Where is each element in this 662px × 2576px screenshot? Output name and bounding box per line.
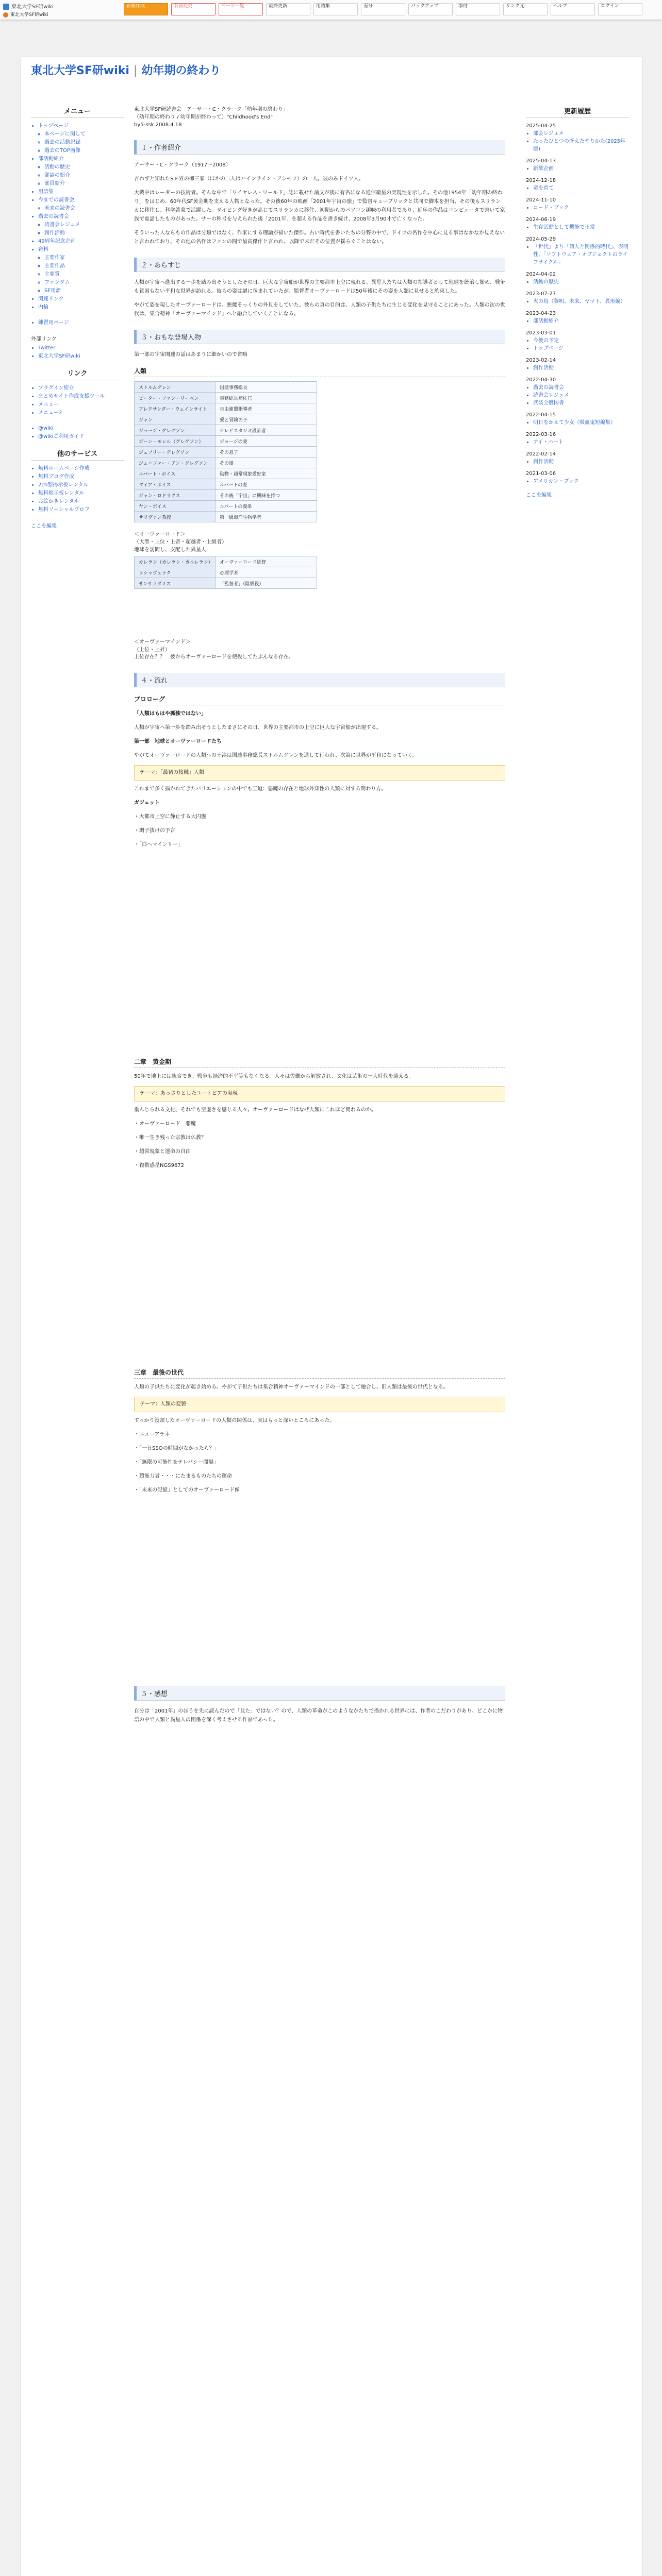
history-date: 2022-04-15 <box>526 412 556 418</box>
site-name[interactable]: 東北大学SF研wiki <box>31 64 129 77</box>
character-role: ルパートの妻 <box>216 479 317 490</box>
history-item[interactable]: • 火の鳥（黎明、未来、ヤマト、異形編） <box>533 298 629 306</box>
overlord-sub: 地球を訪問し、支配した異星人 <box>134 547 206 553</box>
paragraph: 第一部の宇宙関連の話はあまりに細かいので省略 <box>134 352 247 358</box>
history-list <box>526 317 629 325</box>
character-role: ルパートの義弟 <box>216 501 317 512</box>
section-heading: ５・感想 <box>134 1686 505 1701</box>
history-date: 2023-02-14 <box>526 358 556 363</box>
history-item[interactable]: • アメリカン・ブック <box>533 478 629 485</box>
history-list <box>526 243 629 266</box>
history-date: 2024-12-18 <box>526 178 556 183</box>
menu-item[interactable]: ◦ 主要賞 <box>44 270 124 279</box>
other-service-list <box>31 465 124 514</box>
external-link[interactable]: • 東北大学SF研wiki <box>38 352 124 361</box>
character-role: ジョージの妻 <box>216 436 317 447</box>
subheading: 三章 最後の世代 <box>134 1368 505 1379</box>
table-row <box>135 512 317 522</box>
history-date: 2023-07-27 <box>526 291 556 297</box>
toolbar-button[interactable]: 用語集 <box>313 3 358 15</box>
history-item[interactable]: • 創作活動 <box>533 458 629 466</box>
wiki-link[interactable]: • @wikiご利用ガイド <box>38 433 124 441</box>
history-date: 2025-04-25 <box>526 123 556 129</box>
subheading: 二章 黄金期 <box>134 1057 505 1068</box>
character-name: ルパート・ボイス <box>135 468 216 479</box>
subheading: プロローグ <box>134 694 505 705</box>
character-name: ストルムグレン <box>135 382 216 393</box>
overlord-note: （大型・上位・上帝・超越者・上級者） <box>134 539 227 545</box>
history-item[interactable]: • 読書会レジュメ <box>533 392 629 399</box>
menu-item[interactable]: ◦ ファンダム <box>44 279 124 287</box>
menu-item[interactable]: ◦ 読書会レジュメ <box>44 221 124 229</box>
character-name: サンサラダミス <box>135 578 216 589</box>
table-row <box>135 414 317 425</box>
overmind-note: （上位・上昇） <box>134 647 170 653</box>
page-title: 東北大学SF研wiki | 幼年期の終わり <box>31 64 221 77</box>
gadget-item: ・唯一生き残った宗教は仏教？ <box>134 1135 206 1141</box>
menu-item[interactable]: • 今までの読書会 <box>38 196 124 205</box>
page-meta <box>134 106 505 129</box>
link-heading: リンク <box>31 368 124 380</box>
paragraph: 大戦中はレーダーの技術者。そんな中で「ワイヤレス・ワールド」誌に載せた論文が後に有名になる通信衛星の実現性を示した。その他1954年「幼年期の終わり」をはじめ、60年代SF黄金期を支える人物となった。その後60年の映画「2001年宇宙の旅」で監督キューブリックと共同で脚本を担当、その後もスリランカに移住し、科学啓蒙で活躍した。ダイビング好きが高じてスリランカに移住、初期からのパソコン趣味の利用者であり、近年の作品はコンピュータで書いて家族で電話したものがあった。サーの称号を与えられた後「2001年」を超える作品を書き続け、2008年3月90才で亡くなった。 <box>134 190 505 222</box>
wiki-list <box>31 425 124 441</box>
brand-link[interactable]: 東北大学SF研wiki <box>3 11 48 18</box>
gadget-item: ・大都市上空に静止する大円盤 <box>134 814 206 820</box>
paragraph: やがてオーヴァーロードの人類への干渉は国連事務総長ストルムグレンを通して行われ、次第に世界が平和になっていく。 <box>134 753 418 758</box>
history-list <box>526 278 629 286</box>
left-edit-link[interactable]: ここを編集 <box>31 523 57 529</box>
character-name: サリヴァン教授 <box>135 512 216 522</box>
left-sidebar <box>31 106 124 529</box>
toolbar-button[interactable]: 添付 <box>456 3 500 15</box>
history-list <box>526 458 629 466</box>
menu-item[interactable]: ◦ 創作活動 <box>44 229 124 238</box>
history-heading: 更新履歴 <box>526 106 629 118</box>
history-item[interactable]: • 武装全般図書 <box>533 399 629 407</box>
character-name: カレラン（カレラン・カルレラン） <box>135 556 216 567</box>
meta-line: （幼年期の終わり / 幼年期が終わって）"Childhood's End" <box>134 114 273 120</box>
table-row <box>135 556 317 567</box>
menu-item[interactable]: • 関連リンク <box>38 295 124 303</box>
practice-link[interactable]: • 練習用ページ <box>38 319 124 327</box>
character-role: 国連事務総長 <box>216 382 317 393</box>
history-list <box>526 298 629 306</box>
table-row <box>135 567 317 578</box>
history-date: 2023-04-23 <box>526 311 556 316</box>
menu-item[interactable]: ◦ 未来の読書会 <box>44 205 124 213</box>
overmind-label: ＜オーヴァーマインド＞ <box>134 639 191 645</box>
history-item[interactable]: • 生存活動として機能で正常 <box>533 224 629 231</box>
paragraph: 人類が宇宙へ第一歩を踏み出そうとしたまさにその日、世界の主要都市の上空に巨大な宇宙船が出現する。 <box>134 725 382 731</box>
history-list <box>526 337 629 352</box>
menu-item[interactable]: • トップページ <box>38 122 124 130</box>
paragraph: 第一部 地球とオーヴァーロードたち <box>134 739 222 744</box>
table-row <box>135 479 317 490</box>
gadget-item: ・「無限の可能性をテレパシー間隔」 <box>134 1460 219 1465</box>
toolbar-button[interactable]: ページ一覧 <box>219 3 263 15</box>
character-role: 「監督者」（階級役） <box>216 578 317 589</box>
character-role: 自由連盟指導者 <box>216 403 317 414</box>
history-list <box>526 204 629 212</box>
atwiki-icon <box>3 12 8 18</box>
toolbar-button[interactable]: バックアップ <box>408 3 453 15</box>
history-item[interactable]: • コード・ブック <box>533 204 629 212</box>
character-name: アレクサンダー・ウェインライト <box>135 403 216 414</box>
toolbar <box>0 0 662 20</box>
wiki-link[interactable]: • @wiki <box>38 425 124 433</box>
history-item[interactable]: • たったひとつの冴えたやりかた(2025年版) <box>533 138 629 153</box>
menu-item[interactable]: ◦ 過去の活動記録 <box>44 139 124 147</box>
other-service-link[interactable]: • 2ch型掲示板レンタル <box>38 481 124 489</box>
paragraph: 言わずと知れたS.F.界の御三家（ほかの二人はハインライン・アシモフ）の一人。彼のみドイツ人。 <box>134 176 364 182</box>
history-item[interactable]: • 部会レジュメ <box>533 130 629 138</box>
history-item[interactable]: • 過去の読書会 <box>533 384 629 392</box>
menu-item[interactable]: • 部活動紹介 <box>38 155 124 163</box>
characters-table <box>134 381 317 522</box>
history-date: 2022-03-16 <box>526 432 556 437</box>
menu-item[interactable]: • 過去の読書会 <box>38 213 124 221</box>
character-role: 心理学者 <box>216 567 317 578</box>
menu-item[interactable]: ◦ 過去のTOP画像 <box>44 147 124 155</box>
other-service-link[interactable]: • 無料ホームページ作成 <box>38 465 124 473</box>
history-list <box>526 478 629 485</box>
toolbar-button[interactable]: 名前変更 <box>171 3 216 15</box>
other-service-link[interactable]: • お絵かきレンタル <box>38 498 124 506</box>
character-role: その息子 <box>216 447 317 457</box>
menu-list <box>31 122 124 312</box>
history-item[interactable]: • 明日をかえて少女（吸血鬼短編集） <box>533 419 629 427</box>
history-item[interactable]: • 新歓企画 <box>533 165 629 173</box>
practice-list <box>31 319 124 327</box>
history-date: 2024-06-19 <box>526 217 556 223</box>
other-service-link[interactable]: • 無料掲示板レンタル <box>38 489 124 498</box>
history-item[interactable]: • 「世代」より「個人と関係的時代」、表明性、「ソフトウェア・オブジェクトのライフサイクル」 <box>533 243 629 266</box>
character-name: ラシャヴェラク <box>135 567 216 578</box>
paragraph: やがて姿を現したオーヴァーロードは、悪魔そっくりの外見をしていた。彼らの真の目的は、人類の子供たちに生じる変化を見守ることにあった。人類の次の世代は、集合精神「オーヴァーマインド」へと融合していくことになる。 <box>134 302 505 317</box>
section-heading: ４・流れ <box>134 673 505 687</box>
toolbar-button[interactable]: リンク元 <box>503 3 548 15</box>
paragraph: すっかり没頭したオーヴァーロードの人類の関係は、実はもっと深いところにあった。 <box>134 1418 335 1423</box>
history-date: 2025-04-13 <box>526 158 556 164</box>
right-edit-link[interactable]: ここを編集 <box>526 493 552 498</box>
menu-item[interactable]: ◦ 本ページに関して <box>44 130 124 139</box>
character-name: ピーター・ファン・リーベン <box>135 393 216 403</box>
table-row <box>135 403 317 414</box>
toolbar-button[interactable]: 差分 <box>361 3 405 15</box>
menu-item[interactable]: ◦ 活動の歴史 <box>44 163 124 172</box>
history-item[interactable]: • 部活動紹介 <box>533 317 629 325</box>
toolbar-button[interactable]: 最終更新 <box>266 3 310 15</box>
link-item[interactable]: • まとめサイト作成支援ツール <box>38 393 124 401</box>
meta-line: by5-ssk 2008.4.18 <box>134 122 182 128</box>
section-heading: ３・おもな登場人物 <box>134 330 505 344</box>
character-role: オーヴァーロード総督 <box>216 556 317 567</box>
other-heading: 他のサービス <box>31 448 124 461</box>
history-date: 2021-03-06 <box>526 471 556 477</box>
toolbar-button[interactable]: ヘルプ <box>551 3 595 15</box>
character-name: ジャン・ロドリクス <box>135 490 216 501</box>
table-row <box>135 382 317 393</box>
overlord-label: ＜オーヴァーロード＞ <box>134 532 186 537</box>
theme-box: テーマ：あっさりとしたユートピアの実現 <box>134 1086 505 1101</box>
table-row <box>135 447 317 457</box>
menu-item[interactable]: • 資料 <box>38 246 124 254</box>
table-row <box>135 457 317 468</box>
paragraph: 上位存在？？ 彼からオーヴァーロードを使役してたぶんなる存在。 <box>134 654 294 660</box>
table-row <box>135 393 317 403</box>
gadget-heading: ガジェット <box>134 800 160 806</box>
history-date: 2024-05-29 <box>526 236 556 242</box>
gadget-item: ・超能力者・・・にたまるものたちの運命 <box>134 1473 232 1479</box>
quote: 「人類はもはや孤独ではない」 <box>134 711 206 717</box>
other-service-link[interactable]: • 無料ソーシャルプロフ <box>38 506 124 514</box>
table-row <box>135 425 317 436</box>
gadget-item: ・複数惑星NGS9672 <box>134 1163 185 1168</box>
gadget-item: ・「一日SSOの時間がなかったら？」 <box>134 1446 220 1451</box>
wiki-logo[interactable]: 東北大学SF研wiki <box>3 2 54 10</box>
menu-item[interactable]: ◦ 主要作品 <box>44 262 124 270</box>
menu-item[interactable]: ◦ SF用語 <box>44 287 124 295</box>
character-role: 第一級海洋生物学者 <box>216 512 317 522</box>
history-date: 2024-11-10 <box>526 197 556 203</box>
external-link[interactable]: • Twitter <box>38 344 124 352</box>
external-list <box>31 344 124 361</box>
history-list <box>526 165 629 173</box>
history-date: 2023-03-01 <box>526 330 556 336</box>
character-role: 動物・超常現象愛好家 <box>216 468 317 479</box>
history-item[interactable]: • 活動の歴史 <box>533 278 629 286</box>
main-content <box>134 106 505 1730</box>
menu-item[interactable]: ◦ 部員紹介 <box>44 180 124 188</box>
menu-item[interactable]: ◦ 部誌の紹介 <box>44 172 124 180</box>
history-list <box>526 184 629 192</box>
history-date: 2022-02-14 <box>526 451 556 457</box>
table-row <box>135 490 317 501</box>
character-name: ジェフリー・グレグソン <box>135 447 216 457</box>
menu-heading: メニュー <box>31 106 124 118</box>
history-item[interactable]: • アイ・ハート <box>533 438 629 446</box>
paragraph: そういった人ならもの作品は分類ではなく、作家にする理論が描いた傑作。古い時代を書いたちの分野の中で、ドイツの名作を中心に見る事はなかなか見えないと言われており、その他の名作はファンの間で最高傑作と言われ、以降で未だその位置が揺らぐことはない。 <box>134 230 505 245</box>
gadget-item: ・超常現象と運命の自由 <box>134 1149 191 1155</box>
overlord-table <box>134 556 317 589</box>
page-name: 幼年期の終わり <box>141 64 221 77</box>
character-role: 愛と冒険の子 <box>216 414 317 425</box>
paragraph: これまで多く描かれてきたバリエーションの中でも王道：悪魔の存在と地球外知性の人類に対する関わり方。 <box>134 786 387 792</box>
meta-line: 東北大学SF研読書会 アーサー・C・クラーク「幼年期の終わり」 <box>134 107 288 112</box>
history-item[interactable]: • 竜を育て <box>533 184 629 192</box>
paragraph: 人類が宇宙へ進出する一歩を踏み出そうとしたその日、巨大な宇宙船が世界の主要都市上空に現れる。異星人たちは人類の指導者として地球を統治し始め、戦争も貧困もない平和な世界が訪れる。彼らの姿は謎に包まれていたが、監督者オーヴァーロードは50年後にその姿を人類に見せると約束した。 <box>134 280 505 294</box>
paragraph: 自分は「2001年」のほうを先に読んだので「見た」ではない？ので、人類の革命がこのようなかたちで描かれる世界には、作者のこだわりがあり、どこかに物語の中で人類と異星人の関係を深く考えさせる作品であった。 <box>134 1708 503 1723</box>
table-row <box>135 578 317 589</box>
link-list <box>31 384 124 417</box>
character-name: マイア・ボイス <box>135 479 216 490</box>
character-name: ジーン・モレル（グレグソン） <box>135 436 216 447</box>
link-item[interactable]: • プラグイン紹介 <box>38 384 124 393</box>
history-list <box>526 130 629 153</box>
paragraph: 50年で地上には統合でき、戦争も経済的不平等もなくなる。人々は労働から解放され、文化は芸術の一大時代を迎える。 <box>134 1074 414 1079</box>
character-role: 事務総長補佐官 <box>216 393 317 403</box>
section-heading: ２・あらすじ <box>134 258 505 272</box>
subheading: 人類 <box>134 366 505 377</box>
character-name: ジャン <box>135 414 216 425</box>
gadget-item: ・調子抜けの予言 <box>134 828 175 834</box>
toolbar-button[interactable]: 新規作成 <box>124 3 168 15</box>
history-list <box>526 384 629 407</box>
paragraph: 人類の子供たちに変化が起き始める。やがて子供たちは集合精神オーヴァーマインドの一部として融合し、旧人類は最後の世代となる。 <box>134 1384 449 1390</box>
history-date: 2022-04-30 <box>526 377 556 383</box>
history-item[interactable]: • 今後の予定 <box>533 337 629 345</box>
theme-box: テーマ：「最初の接触」人類 <box>134 765 505 781</box>
link-item[interactable]: • メニュー2 <box>38 409 124 417</box>
character-name: ジェニファー・アン・グレグソン <box>135 457 216 468</box>
right-sidebar <box>526 106 629 498</box>
section-heading: １・作者紹介 <box>134 140 505 155</box>
history-date: 2024-04-02 <box>526 272 556 277</box>
gadget-item: ・ニューアテネ <box>134 1432 170 1437</box>
gadget-item: ・「未来の記憶」としてのオーヴァーロード像 <box>134 1487 240 1493</box>
menu-item[interactable]: • 内輪 <box>38 303 124 312</box>
toolbar-button[interactable]: ログイン <box>598 3 642 15</box>
character-role: その娘 <box>216 457 317 468</box>
character-role: その後「宇宙」に興味を持つ <box>216 490 317 501</box>
table-row <box>135 468 317 479</box>
paragraph: アーサー・C・クラーク（1917～2008） <box>134 162 231 168</box>
link-item[interactable]: • メニュー <box>38 401 124 409</box>
gadget-item: ・オーヴァーロード 悪魔 <box>134 1121 196 1127</box>
wiki-logo-icon <box>3 4 9 10</box>
history-list <box>526 224 629 231</box>
history-list <box>526 438 629 446</box>
theme-box: テーマ：人類の変貌 <box>134 1397 505 1412</box>
other-service-link[interactable]: • 無料ブログ作成 <box>38 473 124 481</box>
character-name: ジョージ・グレグソン <box>135 425 216 436</box>
history-item[interactable]: • トップページ <box>533 345 629 352</box>
menu-item[interactable]: • 49周年記念企画 <box>38 238 124 246</box>
paragraph: 重んじられる文化、それでも空虚さを感じる人々。オーヴァーロードはなぜ人類にこれほど関わるのか。 <box>134 1107 376 1113</box>
menu-item[interactable]: • 用語集 <box>38 188 124 196</box>
menu-item[interactable]: ◦ 主要作家 <box>44 254 124 262</box>
character-role: テレビスタジオ設計者 <box>216 425 317 436</box>
history-item[interactable]: • 創作活動 <box>533 364 629 372</box>
external-label: 外部リンク <box>31 336 57 342</box>
gadget-item: ・「白ヘマインリー」 <box>134 842 183 848</box>
character-name: ヤン・ボイス <box>135 501 216 512</box>
table-row <box>135 501 317 512</box>
table-row <box>135 436 317 447</box>
history-list <box>526 364 629 372</box>
history-list <box>526 419 629 427</box>
